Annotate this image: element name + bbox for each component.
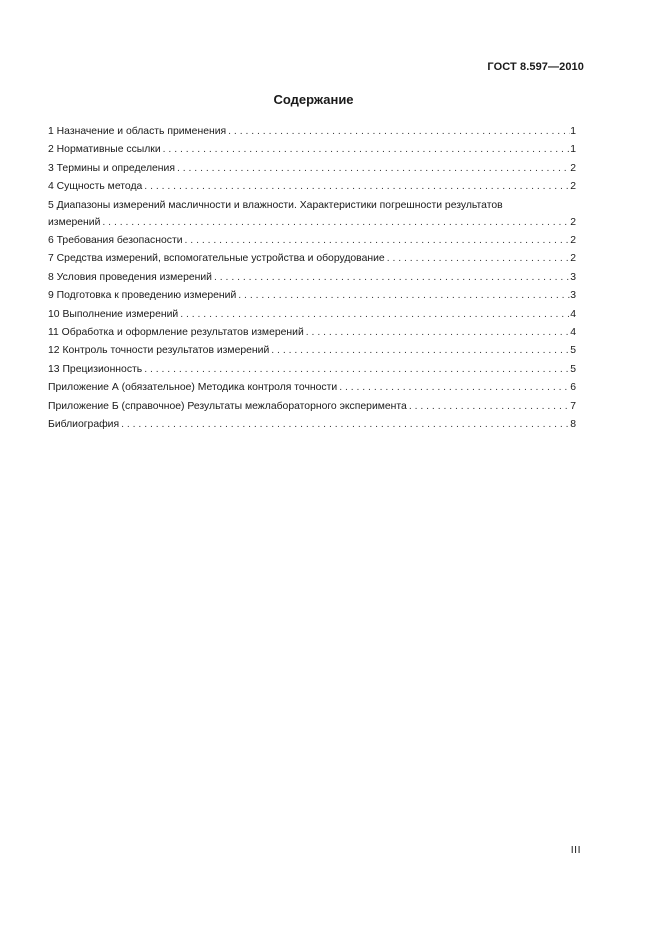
dot-leader: [119, 416, 570, 434]
toc-entry-page-number: 5: [570, 363, 576, 375]
toc-entry[interactable]: [48, 178, 576, 196]
document-code: ГОСТ 8.597—2010: [487, 61, 584, 73]
toc-entry-line: [48, 342, 576, 360]
toc-entry[interactable]: [48, 361, 576, 379]
toc-entry[interactable]: [48, 398, 576, 416]
toc-entry[interactable]: [48, 287, 576, 305]
toc-entry-label: Приложение А (обязательное) Методика контроля точности: [48, 382, 338, 394]
toc-entry-label-line1: 5 Диапазоны измерений масличности и влажности. Характеристики погрешности результатов: [48, 199, 503, 211]
dot-leader: [142, 361, 570, 379]
toc-entry-label: 6 Требования безопасности: [48, 235, 183, 247]
toc-entry-line: [48, 160, 576, 178]
toc-entry-page-number: 2: [570, 181, 576, 193]
toc-entry-label: Библиография: [48, 419, 120, 431]
toc-entry-label: 2 Нормативные ссылки: [48, 144, 161, 156]
toc-title: [0, 92, 661, 107]
toc-entry-label: 9 Подготовка к проведению измерений: [48, 290, 237, 302]
toc-entry-page-number: 2: [570, 253, 576, 265]
toc-entry-page-number: 4: [570, 327, 576, 339]
dot-leader: [161, 141, 571, 159]
toc-entry[interactable]: [48, 416, 576, 434]
toc-entry-label: 12 Контроль точности результатов измерений: [48, 345, 270, 357]
toc-entry[interactable]: [48, 232, 576, 250]
toc-entry-page-number: 4: [570, 308, 576, 320]
toc-entry-line: [48, 324, 576, 342]
toc-entry[interactable]: [48, 250, 576, 268]
table-of-contents: [48, 123, 576, 435]
toc-entry-page-number: 2: [570, 235, 576, 247]
toc-entry-label: 1 Назначение и область применения: [48, 126, 227, 137]
toc-entry-label: 11 Обработка и оформление результатов измерений: [48, 327, 304, 339]
toc-entry-page-number: 6: [570, 382, 576, 394]
toc-entry-line: [48, 141, 576, 159]
toc-entry-page-number: 2: [570, 216, 576, 228]
toc-entry[interactable]: [48, 160, 576, 178]
toc-entry-line: [48, 287, 576, 305]
toc-entry-line: [48, 379, 576, 397]
dot-leader: [178, 306, 570, 324]
toc-entry-label: Приложение Б (справочное) Результаты межлабораторного эксперимента: [48, 400, 407, 412]
toc-entry-page-number: 1: [570, 144, 576, 156]
toc-entry-page-number: 1: [570, 126, 576, 137]
toc-entry[interactable]: [48, 141, 576, 159]
toc-entry-line: [48, 123, 576, 141]
toc-entry[interactable]: [48, 324, 576, 342]
dot-leader: [226, 123, 570, 141]
toc-entry-line: [48, 361, 576, 379]
toc-entry-page-number: 8: [570, 419, 576, 431]
dot-leader: [269, 342, 570, 360]
toc-entry-line: [48, 416, 576, 434]
toc-entry-label: 7 Средства измерений, вспомогательные устройства и оборудование: [48, 253, 385, 265]
toc-entry-line: [48, 269, 576, 287]
dot-leader: [304, 324, 570, 342]
dot-leader: [100, 214, 570, 232]
toc-entry-label: 3 Термины и определения: [48, 162, 175, 174]
toc-entry[interactable]: [48, 342, 576, 360]
toc-title-text: Содержание: [273, 92, 354, 107]
toc-entry[interactable]: [48, 269, 576, 287]
toc-entry-page-number: 3: [570, 290, 576, 302]
toc-entry-label: 4 Сущность метода: [48, 181, 143, 193]
dot-leader: [236, 287, 570, 305]
toc-entry[interactable]: [48, 379, 576, 397]
toc-entry-page-number: 2: [570, 162, 576, 174]
toc-entry[interactable]: [48, 306, 576, 324]
dot-leader: [183, 232, 571, 250]
toc-entry[interactable]: [48, 123, 576, 141]
toc-entry-line: [48, 398, 576, 416]
toc-entry-page-number: 3: [570, 271, 576, 283]
toc-entry-label: 8 Условия проведения измерений: [48, 271, 212, 283]
toc-entry-line: [48, 250, 576, 268]
toc-entry-label: 10 Выполнение измерений: [48, 308, 179, 320]
toc-entry-label: измерений: [48, 216, 101, 228]
dot-leader: [385, 250, 571, 268]
toc-entry[interactable]: [48, 197, 576, 232]
toc-entry-line: [48, 178, 576, 196]
dot-leader: [337, 379, 570, 397]
dot-leader: [175, 160, 570, 178]
page-number: III: [570, 844, 581, 856]
toc-entry-page-number: 5: [570, 345, 576, 357]
toc-entry-label: 13 Прецизионность: [48, 363, 143, 375]
toc-entry-line: [48, 232, 576, 250]
toc-entry-line: [48, 306, 576, 324]
dot-leader: [212, 269, 570, 287]
dot-leader: [407, 398, 570, 416]
toc-entry-page-number: 7: [570, 400, 576, 412]
toc-entry-line: [48, 214, 576, 232]
dot-leader: [142, 178, 570, 196]
